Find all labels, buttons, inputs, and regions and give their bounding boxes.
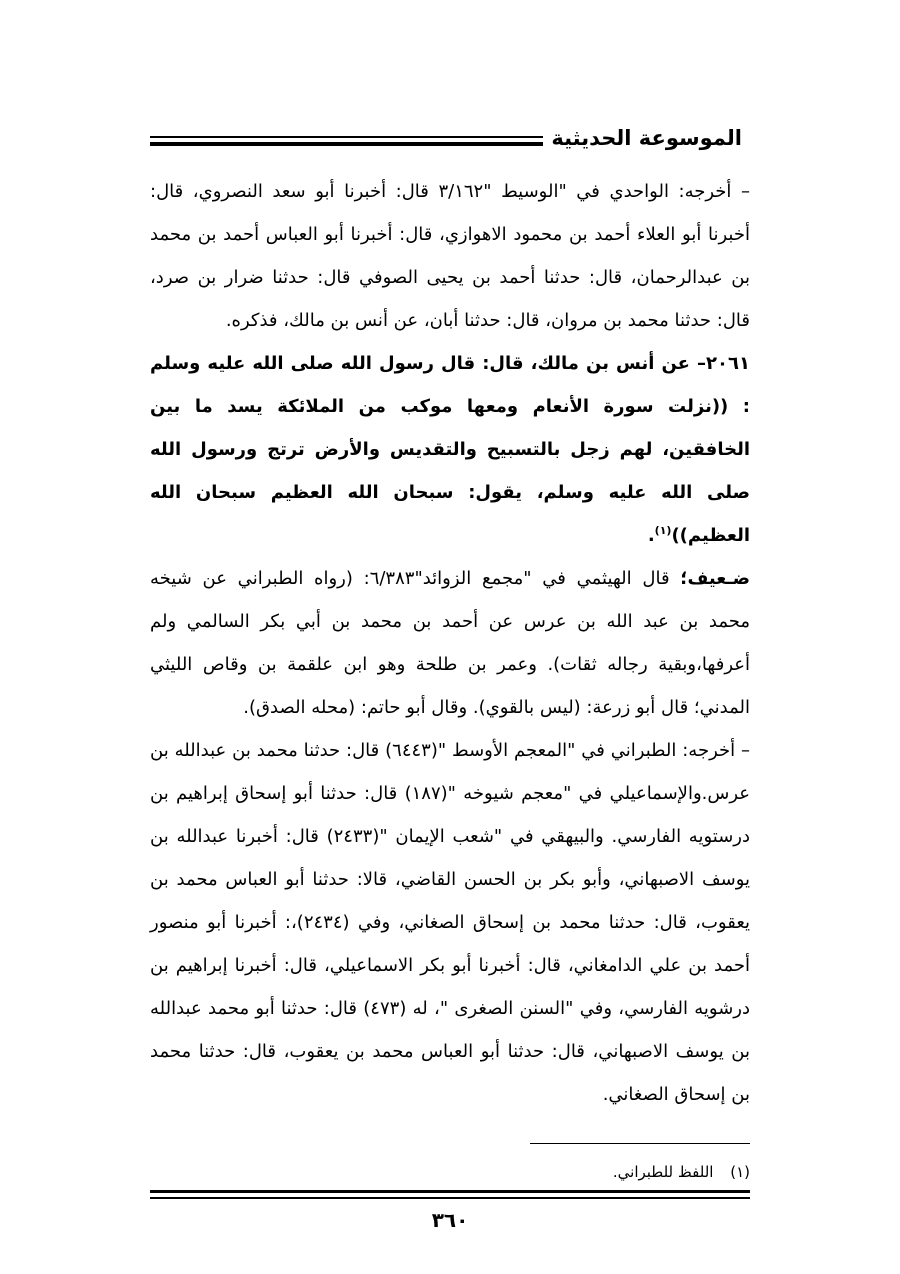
paragraph-takhrij-wasit — [150, 170, 750, 342]
paragraph-takhrij-tabarani — [150, 729, 750, 1116]
paragraph-text: – أخرجه: الطبراني في "المعجم الأوسط "(٦٤٤٣) قال: حدثنا محمد بن عبدالله بن عرس.والإسماعيلي في "معجم شيوخه "(١٨٧) قال: حدثنا أبو إسحاق إبراهيم بن درستويه الفارسي. والبيهقي في "شعب الإيمان "(٢٤٣٣) قال: أخبرنا عبدالله بن يوسف الاصبهاني، وأبو بكر بن الحسن القاضي، قالا: حدثنا أبو العباس محمد بن يعقوب، قال: حدثنا محمد بن إسحاق الصغاني، وفي (٢٤٣٤)،: أخبرنا أبو منصور أحمد بن علي الدامغاني، قال: أخبرنا أبو بكر الاسماعيلي، قال: أخبرنا إبراهيم بن درشويه الفارسي، وفي "السنن الصغرى "، له (٤٧٣) قال: حدثنا أبو محمد عبدالله بن يوسف الاصبهاني، قال: حدثنا أبو العباس محمد بن يعقوب، قال: حدثنا محمد بن إسحاق الصغاني. — [150, 740, 751, 1105]
header-title: الموسوعة الحديثية — [543, 122, 750, 154]
footnote-ref[interactable]: (١) — [654, 524, 672, 537]
paragraph-grading — [150, 557, 750, 729]
footnote-number: (١) — [730, 1163, 750, 1181]
footer-rule-thick — [150, 1190, 750, 1193]
footnote — [150, 1160, 750, 1184]
grading-text: قال الهيثمي في "مجمع الزوائد"٦/٣٨٣: (رواه الطبراني عن شيخه محمد بن عبد الله بن عرس عن أحمد بن محمد بن أبي بكر السالمي ولم أعرفها،وبقية رجاله ثقات). وعمر بن طلحة وهو ابن علقمة بن وقاص الليثي المدني؛ قال أبو زرعة: (ليس بالقوي). وقال أبو حاتم: (محله الصدق). — [150, 568, 750, 718]
hadith-text: ٢٠٦١– عن أنس بن مالك، قال: قال رسول الله صلى الله عليه وسلم : ((نزلت سورة الأنعام ومعها موكب من الملائكة يسد ما بين الخافقين، لهم زجل بالتسبيح والتقديس والأرض ترتج ورسول الله صلى الله عليه وسلم، يقول: سبحان الله العظيم سبحان الله العظيم)) — [150, 353, 750, 546]
page-number: ٣٦٠ — [431, 1208, 469, 1232]
paragraph-text: – أخرجه: الواحدي في "الوسيط "٣/١٦٢ قال: أخبرنا أبو سعد النصروي، قال: أخبرنا أبو العلاء أحمد بن محمود الاهوازي، قال: أخبرنا أبو العباس أحمد بن محمد بن عبدالرحمان، قال: حدثنا أحمد بن يحيى الصوفي قال: حدثنا ضرار بن صرد، قال: حدثنا محمد بن مروان، قال: حدثنا أبان، عن أنس بن مالك، فذكره. — [150, 181, 750, 331]
footnote-text: اللفظ للطبراني. — [612, 1163, 714, 1181]
hadith-paragraph — [150, 342, 750, 557]
footnote-separator — [530, 1143, 750, 1144]
hadith-tail: . — [647, 525, 655, 546]
running-header — [150, 118, 750, 158]
footer-rule-thin — [150, 1197, 750, 1199]
main-text — [150, 170, 750, 1116]
grading-label: ضـعيف؛ — [680, 568, 750, 589]
